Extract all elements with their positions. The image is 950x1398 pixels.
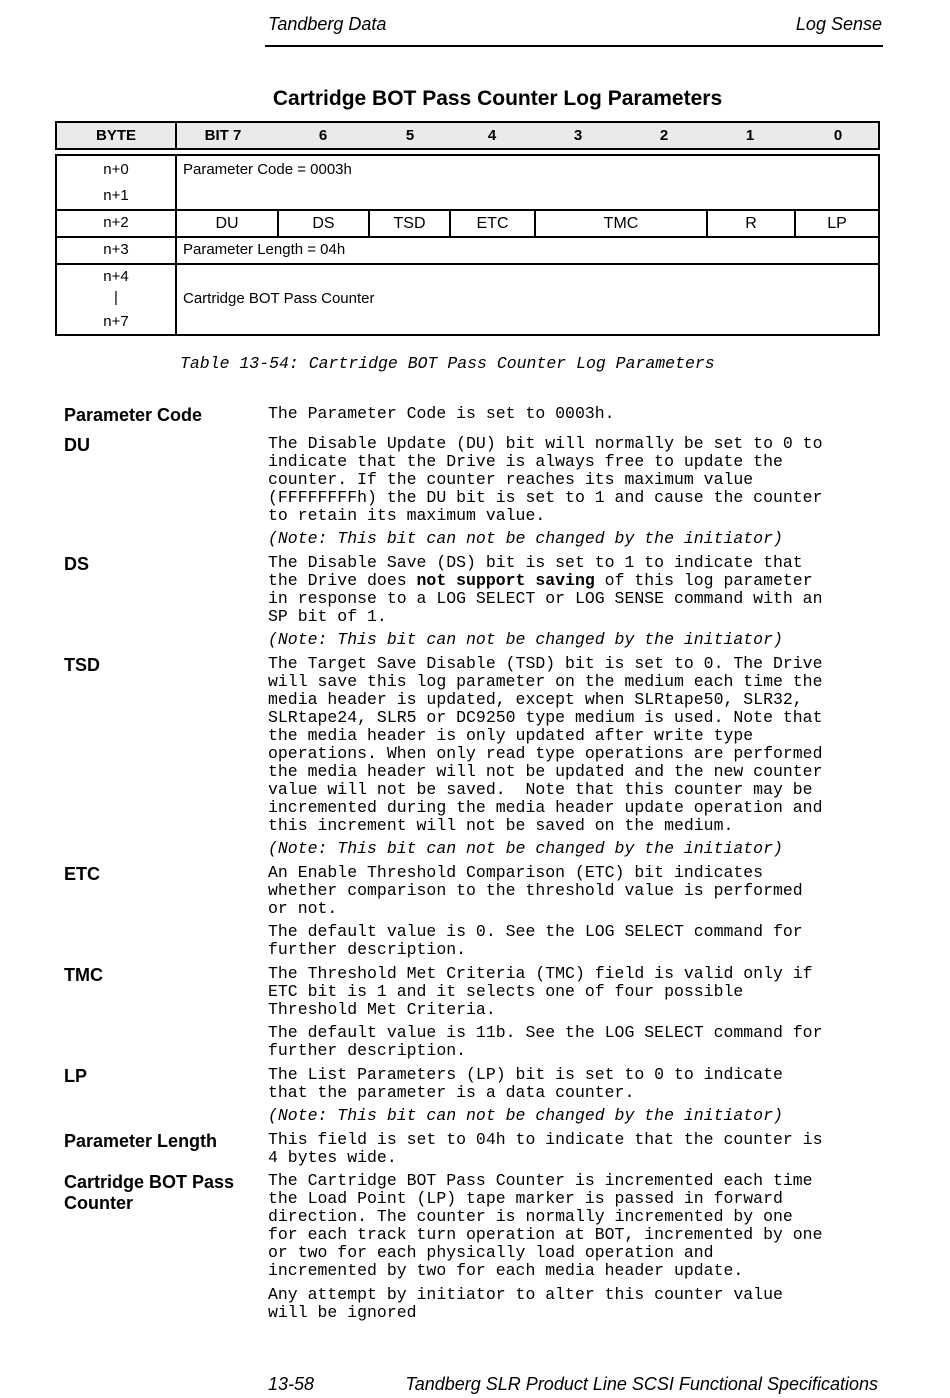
footer-document-title: Tandberg SLR Product Line SCSI Functional Specifications [405,1374,878,1394]
header-company: Tandberg Data [268,14,387,34]
row-divider [57,209,878,211]
byte-label: n+1 [103,187,129,204]
byte-column-divider [175,156,177,334]
term-tmc: TMC [64,965,103,985]
term-du: DU [64,435,90,455]
field-lp: LP [827,215,847,232]
desc-tmc-default: The default value is 11b. See the LOG SELECT command for further description. [268,1023,823,1060]
counter-cell: Cartridge BOT Pass Counter [183,290,375,307]
desc-parameter-code: The Parameter Code is set to 0003h. [268,404,615,423]
bit-header-2: 2 [659,127,669,144]
desc-lp: The List Parameters (LP) bit is set to 0 to indicate that the parameter is a data counter. [268,1065,783,1102]
header-section: Log Sense [795,14,882,34]
term-parameter-length: Parameter Length [64,1131,218,1151]
desc-tsd: The Target Save Disable (TSD) bit is set to 0. The Drive will save this log parameter on the medium each time the media header is updated, except when SLRtape50, SLR32, SLRtape24, SLR5 or DC9250 type medium is used. Note that the media header is only updated after write type operations. When only read type operations are performed the media header will not be updated and the new counter value will not be saved. Note that this counter may be incremented during the media header update operation and this increment will not be saved on the medium. [268,654,823,835]
bit-header-divider [175,123,177,148]
desc-du: The Disable Update (DU) bit will normally be set to 0 to indicate that the Drive is always free to update the counter. If the counter reaches its maximum value (FFFFFFFFh) the DU bit is set to 1 and cause the counter to retain its maximum value. [268,434,823,525]
field-ds: DS [312,215,335,232]
bit-header-row [55,121,880,150]
term-parameter-code: Parameter Code [64,405,203,425]
field-r: R [745,215,757,232]
byte-label: n+4 [103,268,129,285]
field-etc: ETC [476,215,509,232]
desc-ds [268,554,878,626]
field-tmc: TMC [603,215,639,232]
desc-ds-part: The Disable Save (DS) bit is set to 1 to indicate that the Drive does [268,553,803,590]
parameter-table [55,154,880,336]
bit-header-1: 1 [745,127,755,144]
bit-header-3: 3 [573,127,583,144]
bit-header-0: 0 [833,127,843,144]
term-etc: ETC [64,864,100,884]
desc-counter-note: Any attempt by initiator to alter this counter value will be ignored [268,1285,783,1322]
field-tsd: TSD [393,215,426,232]
parameter-length-cell: Parameter Length = 04h [183,241,346,258]
term-tsd: TSD [64,655,100,675]
bit-header-7: BIT 7 [204,127,242,144]
desc-ds-emphasis: not support saving [416,571,595,590]
term-counter: Cartridge BOT Pass Counter [64,1172,235,1213]
byte-range-bar: | [114,289,118,306]
byte-label: n+7 [103,313,129,330]
parameter-code-cell: Parameter Code = 0003h [183,161,352,178]
bit-header-6: 6 [318,127,328,144]
desc-tmc: The Threshold Met Criteria (TMC) field is valid only if ETC bit is 1 and it selects one of four possible Threshold Met Criteria. [268,964,813,1019]
desc-parameter-length: This field is set to 04h to indicate that the counter is 4 bytes wide. [268,1130,823,1167]
row-divider [57,263,878,265]
bit-header-5: 5 [405,127,415,144]
note-lp: (Note: This bit can not be changed by the initiator) [268,1106,783,1125]
term-lp: LP [64,1066,88,1086]
field-du: DU [215,215,239,232]
note-du: (Note: This bit can not be changed by the initiator) [268,529,783,548]
desc-etc: An Enable Threshold Comparison (ETC) bit indicates whether comparison to the threshold value is performed or not. [268,863,803,918]
footer-page-number: 13-58 [268,1374,315,1394]
byte-label: n+3 [103,241,129,258]
byte-label: n+0 [103,161,129,178]
desc-ds-part: of this log parameter in response to a LOG SELECT or LOG SENSE command with an SP bit of 1. [268,571,823,626]
table-title: Cartridge BOT Pass Counter Log Parameters [272,87,723,110]
bit-header-byte: BYTE [95,127,136,144]
desc-etc-default: The default value is 0. See the LOG SELECT command for further description. [268,922,803,959]
byte-label: n+2 [103,214,129,231]
table-caption: Table 13-54: Cartridge BOT Pass Counter Log Parameters [180,354,715,373]
note-ds: (Note: This bit can not be changed by the initiator) [268,630,783,649]
term-ds: DS [64,554,90,574]
desc-counter: The Cartridge BOT Pass Counter is incremented each time the Load Point (LP) tape marker is passed in forward direction. The counter is normally incremented by one for each track turn operation at BOT, incremented by one or two for each physically load operation and incremented by two for each media header update. [268,1171,823,1280]
row-divider [57,236,878,238]
note-tsd: (Note: This bit can not be changed by the initiator) [268,839,783,858]
header-rule [265,45,883,47]
bit-header-4: 4 [487,127,497,144]
